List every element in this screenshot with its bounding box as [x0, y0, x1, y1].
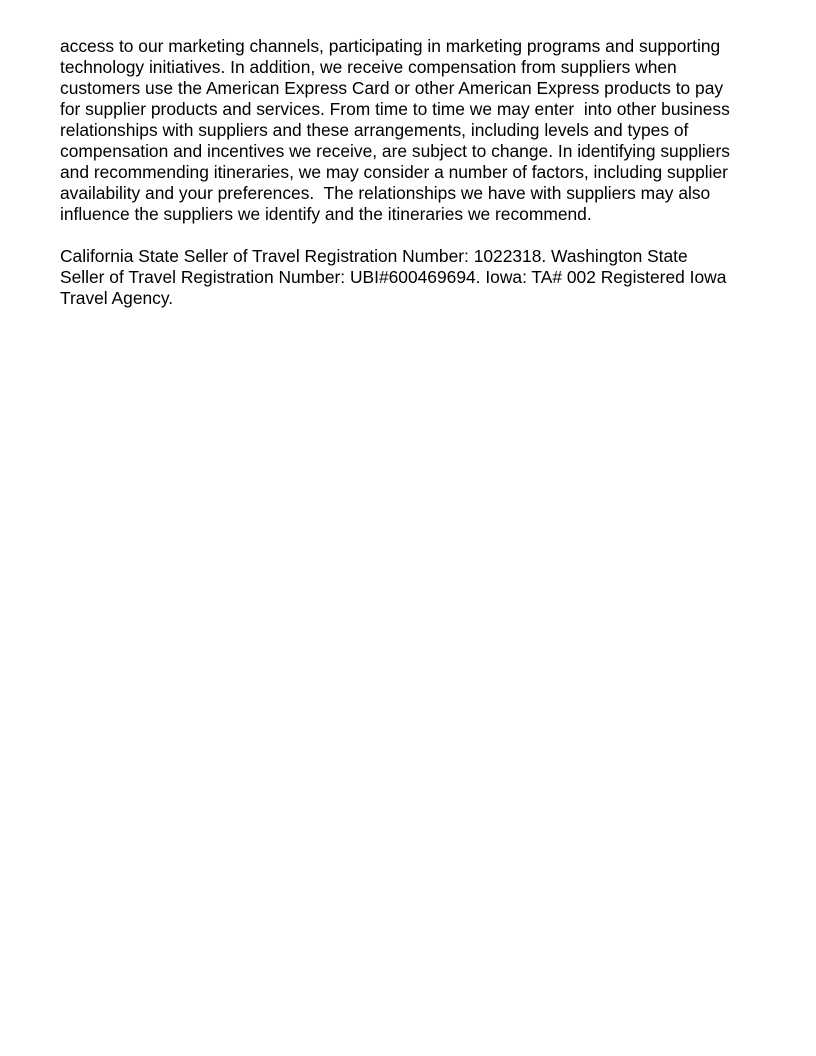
text-line: relationships with suppliers and these arrangements, including levels and types of: [60, 120, 689, 140]
text-line: and recommending itineraries, we may consider a number of factors, including supplier: [60, 162, 728, 182]
text-line: availability and your preferences. The relationships we have with suppliers may also: [60, 183, 711, 203]
text-line: Travel Agency.: [60, 288, 174, 308]
text-line: for supplier products and services. From time to time we may enter into other business: [60, 99, 730, 119]
supplier-compensation-paragraph: [60, 36, 760, 225]
text-line: customers use the American Express Card or other American Express products to pay: [60, 78, 724, 98]
text-line: Seller of Travel Registration Number: UBI#600469694. Iowa: TA# 002 Registered Iowa: [60, 267, 727, 287]
text-line: compensation and incentives we receive, are subject to change. In identifying suppliers: [60, 141, 730, 161]
text-line: influence the suppliers we identify and the itineraries we recommend.: [60, 204, 592, 224]
registration-numbers-paragraph: [60, 246, 760, 309]
text-line: technology initiatives. In addition, we receive compensation from suppliers when: [60, 57, 677, 77]
document-page: [60, 36, 760, 309]
text-line: access to our marketing channels, participating in marketing programs and supporting: [60, 36, 721, 56]
text-line: California State Seller of Travel Registration Number: 1022318. Washington State: [60, 246, 688, 266]
